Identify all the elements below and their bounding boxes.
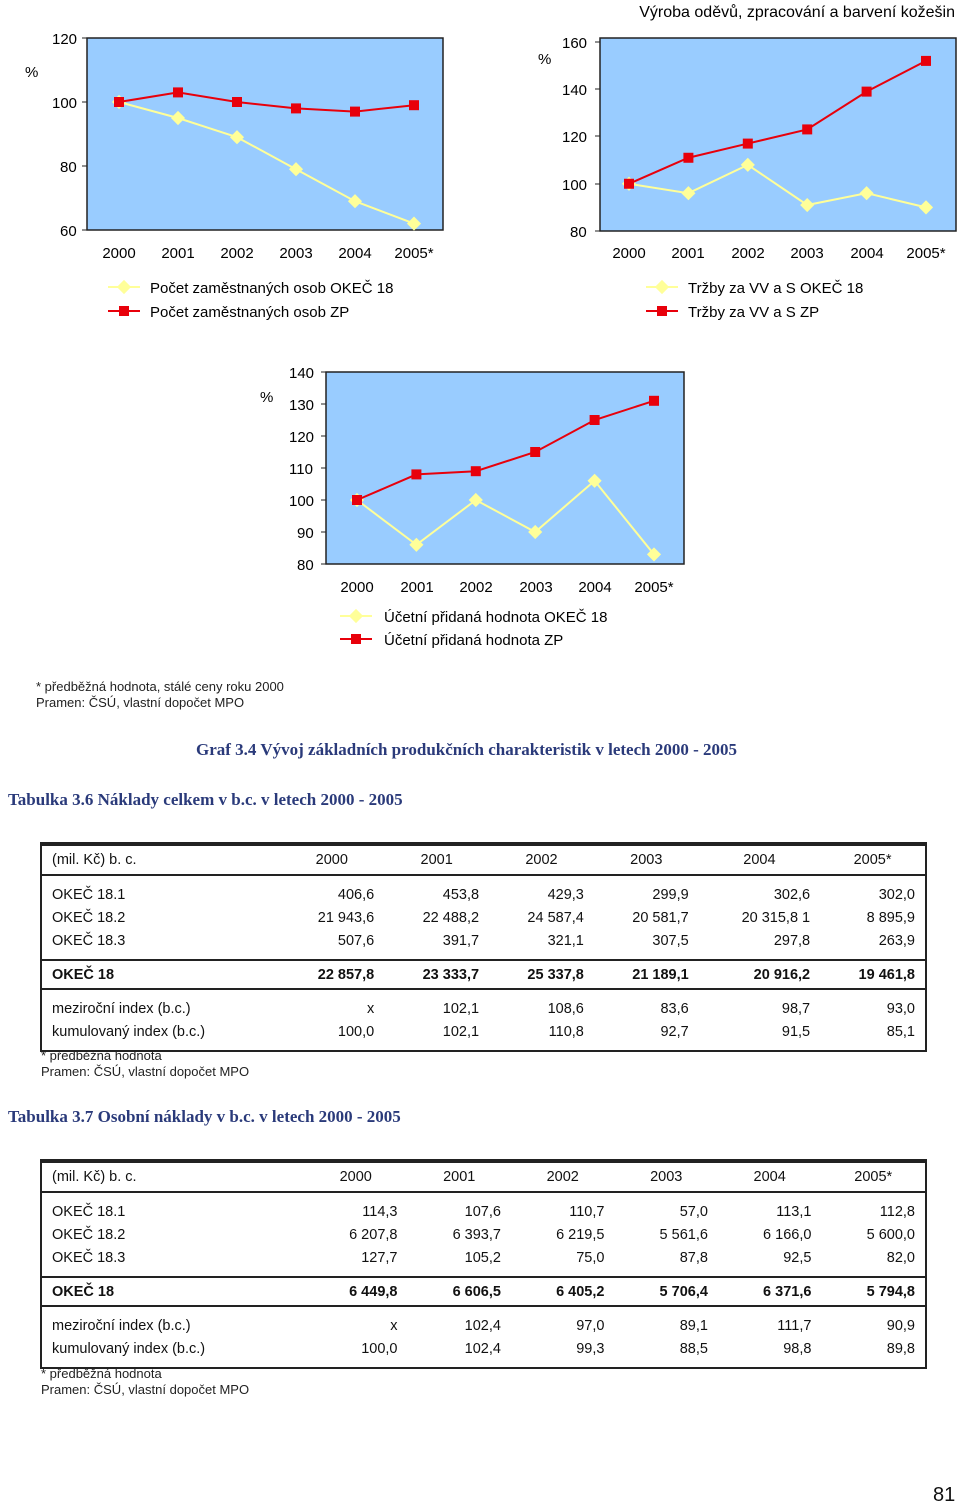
- cell: 102,1: [442, 1023, 480, 1040]
- chart-c-xtick-label: 2003: [519, 579, 553, 596]
- table2-header-cell: 2001: [407, 1162, 510, 1192]
- chart-a-percent-label: %: [25, 64, 39, 81]
- cell: 299,9: [652, 886, 689, 903]
- cell: 87,8: [679, 1249, 708, 1266]
- cell: 114,3: [362, 1203, 398, 1220]
- chart-c-xtick-label: 2001: [400, 579, 434, 596]
- table-row: [42, 883, 925, 906]
- cell: x: [390, 1317, 398, 1334]
- cell: 6 405,2: [511, 1277, 614, 1306]
- table2-header-cell: (mil. Kč) b. c.: [42, 1162, 304, 1192]
- chart-b-data-point: [802, 124, 812, 134]
- chart-c-data-point: [411, 469, 421, 479]
- chart-a-data-point: [114, 97, 124, 107]
- chart-c-data-point: [649, 396, 659, 406]
- chart-value-added: [0, 355, 960, 655]
- cell: 429,3: [547, 886, 584, 903]
- chart-b-ytick-label: 120: [562, 129, 588, 146]
- cell: 75,0: [576, 1249, 605, 1266]
- table2: [40, 1159, 927, 1369]
- chart-c-legend-label: Účetní přidaná hodnota ZP: [384, 632, 564, 649]
- row-label: OKEČ 18.2: [52, 1226, 126, 1243]
- row-label: OKEČ 18: [42, 1277, 304, 1306]
- chart-c-legend-label: Účetní přidaná hodnota OKEČ 18: [384, 609, 608, 626]
- chart-a-xticks: [102, 245, 433, 262]
- cell: 8 895,9: [866, 909, 915, 926]
- cell: 90,9: [886, 1317, 915, 1334]
- cell: 5 600,0: [866, 1226, 915, 1243]
- table2-title: Tabulka 3.7 Osobní náklady v b.c. v letech 2000 - 2005: [8, 1107, 401, 1126]
- chart-b-ytick-label: 160: [562, 35, 588, 52]
- table1-header-row: [42, 845, 925, 875]
- chart-a-ytick-label: 80: [60, 159, 77, 176]
- cell: 88,5: [679, 1340, 708, 1357]
- table-row: [42, 1246, 925, 1269]
- row-label: meziroční index (b.c.): [52, 1000, 191, 1017]
- chart-b-xtick-label: 2003: [790, 245, 824, 262]
- chart-b-ytick-label: 140: [562, 82, 588, 99]
- table-row-total: [42, 1277, 925, 1306]
- chart-c-data-point: [471, 466, 481, 476]
- cell: 20 581,7: [632, 909, 689, 926]
- row-label: kumulovaný index (b.c.): [52, 1023, 206, 1040]
- cell: 98,7: [781, 1000, 811, 1017]
- table2-header-cell: 2000: [304, 1162, 407, 1192]
- cell: 24 587,4: [527, 909, 584, 926]
- cell: 391,7: [442, 932, 480, 949]
- table2-header-row: [42, 1162, 925, 1192]
- table2-header-cell: 2005*: [821, 1162, 925, 1192]
- table-row: [42, 1337, 925, 1360]
- cell: 307,5: [652, 932, 689, 949]
- table1-header-cell: 2002: [489, 845, 594, 875]
- chart-c-ytick-label: 120: [289, 429, 315, 446]
- cell: 105,2: [464, 1249, 501, 1266]
- cell: 6 449,8: [304, 1277, 407, 1306]
- table-row-total: [42, 960, 925, 989]
- chart-b-ytick-label: 100: [562, 177, 588, 194]
- chart-sales: [470, 0, 960, 330]
- table1-header-cell: 2003: [594, 845, 699, 875]
- cell: 302,6: [773, 886, 811, 903]
- table1-header-cell: 2005*: [820, 845, 925, 875]
- cell: 82,0: [886, 1249, 915, 1266]
- cell: 453,8: [442, 886, 480, 903]
- chart-c-data-point: [590, 415, 600, 425]
- chart-c-ytick-label: 110: [289, 461, 313, 478]
- cell: 89,8: [886, 1340, 915, 1357]
- chart-a-ytick-label: 60: [60, 223, 77, 240]
- chart-c-xtick-label: 2002: [459, 579, 493, 596]
- cell: 6 606,5: [407, 1277, 510, 1306]
- cell: 21 943,6: [317, 909, 375, 926]
- table2-header-cell: 2004: [718, 1162, 821, 1192]
- cell: 92,7: [660, 1023, 689, 1040]
- chart-b-xtick-label: 2005*: [906, 245, 946, 262]
- cell: 406,6: [337, 886, 375, 903]
- row-label: kumulovaný index (b.c.): [52, 1340, 206, 1357]
- chart-a-data-point: [350, 107, 360, 117]
- row-label: meziroční index (b.c.): [52, 1317, 191, 1334]
- chart-c-plot-area: [326, 372, 684, 564]
- row-label: OKEČ 18.1: [52, 1203, 126, 1220]
- chart-b-legend-label: Tržby za VV a S OKEČ 18: [688, 280, 864, 297]
- chart-c-legend: [340, 609, 607, 649]
- chart-c-xtick-label: 2004: [578, 579, 612, 596]
- cell: 5 561,6: [659, 1226, 708, 1243]
- table1-header-cell: 2004: [699, 845, 820, 875]
- chart-b-legend: [646, 280, 863, 321]
- cell: 25 337,8: [489, 960, 594, 989]
- table1-header-cell: 2001: [384, 845, 489, 875]
- cell: 297,8: [773, 932, 811, 949]
- cell: 5 706,4: [614, 1277, 717, 1306]
- cell: 91,5: [781, 1023, 811, 1040]
- cell: 100,0: [337, 1023, 375, 1040]
- chart-a-data-point: [232, 97, 242, 107]
- chart-a-data-point: [291, 103, 301, 113]
- cell: 102,4: [464, 1317, 501, 1334]
- chart-b-xtick-label: 2002: [731, 245, 765, 262]
- cell: 97,0: [576, 1317, 605, 1334]
- chart-a-xtick-label: 2001: [161, 245, 195, 262]
- table-row: [42, 906, 925, 929]
- cell: 85,1: [886, 1023, 915, 1040]
- chart-a-xtick-label: 2000: [102, 245, 136, 262]
- table-row: [42, 1223, 925, 1246]
- cell: 6 166,0: [763, 1226, 812, 1243]
- cell: 22 857,8: [279, 960, 384, 989]
- row-label: OKEČ 18.1: [52, 886, 126, 903]
- table1-note-source: Pramen: ČSÚ, vlastní dopočet MPO: [41, 1064, 250, 1079]
- cell: 302,0: [878, 886, 915, 903]
- page-number: 81: [933, 1484, 956, 1506]
- table2-notes: [41, 1366, 249, 1398]
- chart-a-yticks: [52, 31, 87, 240]
- cell: 23 333,7: [384, 960, 489, 989]
- chart-b-data-point: [862, 87, 872, 97]
- chart-b-legend-label: Tržby za VV a S ZP: [688, 304, 820, 321]
- chart-a-ytick-label: 100: [52, 95, 78, 112]
- chart-b-data-point: [624, 179, 634, 189]
- cell: 110,8: [548, 1023, 584, 1040]
- row-label: OKEČ 18: [42, 960, 279, 989]
- chart-a-data-point: [409, 100, 419, 110]
- chart-c-ytick-label: 100: [289, 493, 315, 510]
- table1-header-cell: 2000: [279, 845, 384, 875]
- table1-grid: [42, 844, 925, 1050]
- chart-a-ytick-label: 120: [52, 31, 78, 48]
- chart-c-data-point: [352, 495, 362, 505]
- cell: 112,8: [879, 1203, 915, 1220]
- chart-a-xtick-label: 2004: [338, 245, 372, 262]
- cell: 20 315,8 1: [741, 909, 811, 926]
- chart-note-source: Pramen: ČSÚ, vlastní dopočet MPO: [36, 695, 245, 710]
- chart-notes: [36, 679, 284, 711]
- chart-a-legend-label: Počet zaměstnaných osob OKEČ 18: [150, 280, 394, 297]
- chart-b-data-point: [683, 153, 693, 163]
- chart-c-ytick-label: 140: [289, 365, 315, 382]
- cell: 20 916,2: [699, 960, 820, 989]
- table1-note-preliminary: * předběžná hodnota: [41, 1048, 162, 1063]
- chart-a-data-point: [173, 87, 183, 97]
- chart-employment: [0, 0, 470, 330]
- cell: x: [366, 1000, 375, 1017]
- chart-b-data-point: [921, 56, 931, 66]
- cell: 89,1: [679, 1317, 708, 1334]
- chart-b-xticks: [612, 245, 945, 262]
- chart-note-preliminary: * předběžná hodnota, stálé ceny roku 2000: [36, 679, 284, 694]
- cell: 263,9: [878, 932, 915, 949]
- table2-header-cell: 2002: [511, 1162, 614, 1192]
- chart-c-ytick-label: 80: [297, 557, 314, 574]
- cell: 22 488,2: [422, 909, 480, 926]
- cell: 321,1: [547, 932, 584, 949]
- chart-c-data-point: [530, 447, 540, 457]
- chart-b-xtick-label: 2001: [671, 245, 705, 262]
- chart-b-percent-label: %: [538, 51, 552, 68]
- chart-b-yticks: [562, 35, 600, 241]
- table2-header-cell: 2003: [614, 1162, 717, 1192]
- chart-b-xtick-label: 2004: [850, 245, 884, 262]
- chart-a-legend: [108, 280, 393, 321]
- cell: 5 794,8: [821, 1277, 925, 1306]
- chart-c-xtick-label: 2000: [340, 579, 374, 596]
- cell: 6 207,8: [349, 1226, 398, 1243]
- cell: 111,7: [777, 1317, 812, 1334]
- table2-note-source: Pramen: ČSÚ, vlastní dopočet MPO: [41, 1382, 250, 1397]
- cell: 102,4: [464, 1340, 501, 1357]
- table1-notes: [41, 1048, 249, 1080]
- chart-a-xtick-label: 2005*: [394, 245, 434, 262]
- cell: 99,3: [576, 1340, 605, 1357]
- chart-a-plot-area: [87, 38, 443, 230]
- cell: 93,0: [886, 1000, 915, 1017]
- cell: 108,6: [547, 1000, 584, 1017]
- table-row: [42, 997, 925, 1020]
- chart-c-ytick-label: 130: [289, 397, 315, 414]
- cell: 102,1: [442, 1000, 480, 1017]
- table2-note-preliminary: * předběžná hodnota: [41, 1366, 162, 1381]
- cell: 57,0: [679, 1203, 708, 1220]
- row-label: OKEČ 18.2: [52, 909, 126, 926]
- table2-grid: [42, 1161, 925, 1367]
- cell: 113,1: [776, 1203, 812, 1220]
- table1: [40, 842, 927, 1052]
- chart-c-percent-label: %: [260, 389, 274, 406]
- cell: 21 189,1: [594, 960, 699, 989]
- cell: 92,5: [783, 1249, 812, 1266]
- table-row: [42, 1200, 925, 1223]
- chart-c-xtick-label: 2005*: [634, 579, 674, 596]
- cell: 507,6: [337, 932, 375, 949]
- chart-b-ytick-label: 80: [570, 224, 587, 241]
- cell: 6 371,6: [718, 1277, 821, 1306]
- cell: 107,6: [464, 1203, 501, 1220]
- cell: 98,8: [783, 1340, 812, 1357]
- chart-b-xtick-label: 2000: [612, 245, 646, 262]
- row-label: OKEČ 18.3: [52, 932, 126, 949]
- cell: 19 461,8: [820, 960, 925, 989]
- cell: 100,0: [361, 1340, 398, 1357]
- row-label: OKEČ 18.3: [52, 1249, 126, 1266]
- chart-c-xticks: [340, 579, 673, 596]
- cell: 127,7: [361, 1249, 398, 1266]
- chart-c-yticks: [289, 365, 326, 574]
- chart-b-data-point: [743, 139, 753, 149]
- graph-caption: Graf 3.4 Vývoj základních produkčních charakteristik v letech 2000 - 2005: [196, 740, 738, 759]
- chart-c-ytick-label: 90: [297, 525, 314, 542]
- table-row: [42, 1020, 925, 1043]
- chart-a-xtick-label: 2002: [220, 245, 254, 262]
- cell: 6 219,5: [556, 1226, 605, 1243]
- chart-a-legend-label: Počet zaměstnaných osob ZP: [150, 304, 350, 321]
- cell: 83,6: [660, 1000, 689, 1017]
- chart-b-title: Výroba oděvů, zpracování a barvení kožešin: [639, 4, 955, 21]
- cell: 110,7: [569, 1203, 605, 1220]
- chart-a-xtick-label: 2003: [279, 245, 313, 262]
- table1-header-cell: (mil. Kč) b. c.: [42, 845, 279, 875]
- cell: 6 393,7: [452, 1226, 501, 1243]
- table-row: [42, 929, 925, 952]
- table1-title: Tabulka 3.6 Náklady celkem v b.c. v letech 2000 - 2005: [8, 790, 403, 809]
- table-row: [42, 1314, 925, 1337]
